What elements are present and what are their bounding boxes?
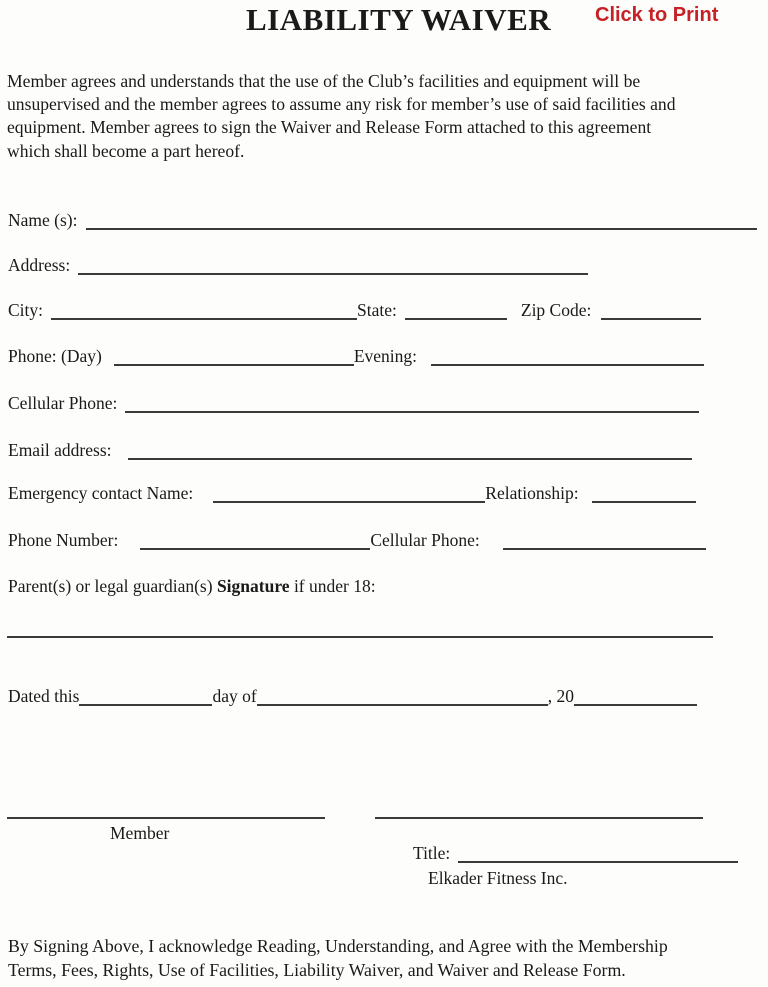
- dated-label-mid: day of: [212, 686, 257, 706]
- zip-blank-line: [601, 318, 701, 320]
- emergency-phone-row: [8, 529, 706, 551]
- address-label: Address:: [8, 255, 71, 275]
- city-blank-line: [51, 318, 357, 320]
- dated-year-blank-line: [574, 704, 697, 706]
- dated-label-pre: Dated this: [8, 686, 80, 706]
- company-signature-line: [375, 817, 703, 819]
- dated-label-year: , 20: [547, 686, 574, 706]
- address-blank-line: [78, 273, 588, 275]
- dated-day-blank-line: [79, 704, 212, 706]
- state-blank-line: [405, 318, 507, 320]
- phone-day-label: Phone: (Day): [8, 346, 102, 366]
- guardian-label-pre: Parent(s) or legal guardian(s): [8, 576, 217, 596]
- cellular-row: [8, 392, 699, 414]
- phone-number-blank-line: [140, 548, 370, 550]
- intro-line-4: which shall become a part hereof.: [7, 140, 245, 161]
- click-to-print-link[interactable]: Click to Print: [595, 4, 719, 26]
- emergency-contact-row: [8, 482, 696, 504]
- email-blank-line: [128, 458, 692, 460]
- cellular-label: Cellular Phone:: [8, 393, 118, 413]
- cellular2-label: Cellular Phone:: [370, 530, 480, 550]
- name-label: Name (s):: [8, 210, 78, 230]
- guardian-signature-blank-line: [7, 636, 713, 638]
- emergency-name-label: Emergency contact Name:: [8, 483, 194, 503]
- intro-paragraph: [7, 70, 676, 163]
- member-signature-line: [7, 817, 325, 819]
- name-blank-line: [86, 228, 757, 230]
- page-title: LIABILITY WAIVER: [246, 2, 552, 37]
- intro-line-3: equipment. Member agrees to sign the Waiver and Release Form attached to this agreement: [7, 117, 652, 138]
- email-label: Email address:: [8, 440, 112, 460]
- dated-month-blank-line: [257, 704, 548, 706]
- cellular2-blank-line: [503, 548, 706, 550]
- address-row: [8, 254, 588, 276]
- relationship-label: Relationship:: [485, 483, 579, 503]
- emergency-name-blank-line: [213, 501, 485, 503]
- guardian-label-signature: Signature: [216, 576, 290, 596]
- relationship-blank-line: [592, 501, 696, 503]
- zip-label: Zip Code:: [520, 300, 592, 320]
- city-state-zip-row: [8, 299, 701, 321]
- intro-line-1: Member agrees and understands that the use of the Club’s facilities and equipment will be: [7, 71, 641, 91]
- phone-day-blank-line: [114, 364, 354, 366]
- evening-label: Evening:: [353, 346, 417, 366]
- guardian-signature-row: [8, 575, 376, 597]
- phone-row: [8, 345, 704, 367]
- company-name: Elkader Fitness Inc.: [428, 868, 568, 888]
- footer-line-2: Terms, Fees, Rights, Use of Facilities, Liability Waiver, and Waiver and Release Form.: [8, 960, 626, 980]
- evening-blank-line: [431, 364, 704, 366]
- title-label: Title:: [413, 843, 451, 863]
- name-row: [8, 209, 757, 231]
- city-label: City:: [8, 300, 44, 320]
- guardian-label-post: if under 18:: [289, 576, 376, 596]
- title-row: [413, 842, 738, 864]
- title-blank-line: [458, 861, 738, 863]
- member-label: Member: [110, 823, 170, 843]
- state-label: State:: [357, 300, 397, 320]
- footer-paragraph: [8, 934, 668, 982]
- phone-number-label: Phone Number:: [8, 530, 119, 550]
- dated-row: [8, 685, 697, 707]
- email-row: [8, 439, 692, 461]
- cellular-blank-line: [125, 411, 699, 413]
- footer-line-1: By Signing Above, I acknowledge Reading, Understanding, and Agree with the Membership: [8, 936, 668, 956]
- intro-line-2: unsupervised and the member agrees to assume any risk for member’s use of said facilities and: [7, 94, 676, 115]
